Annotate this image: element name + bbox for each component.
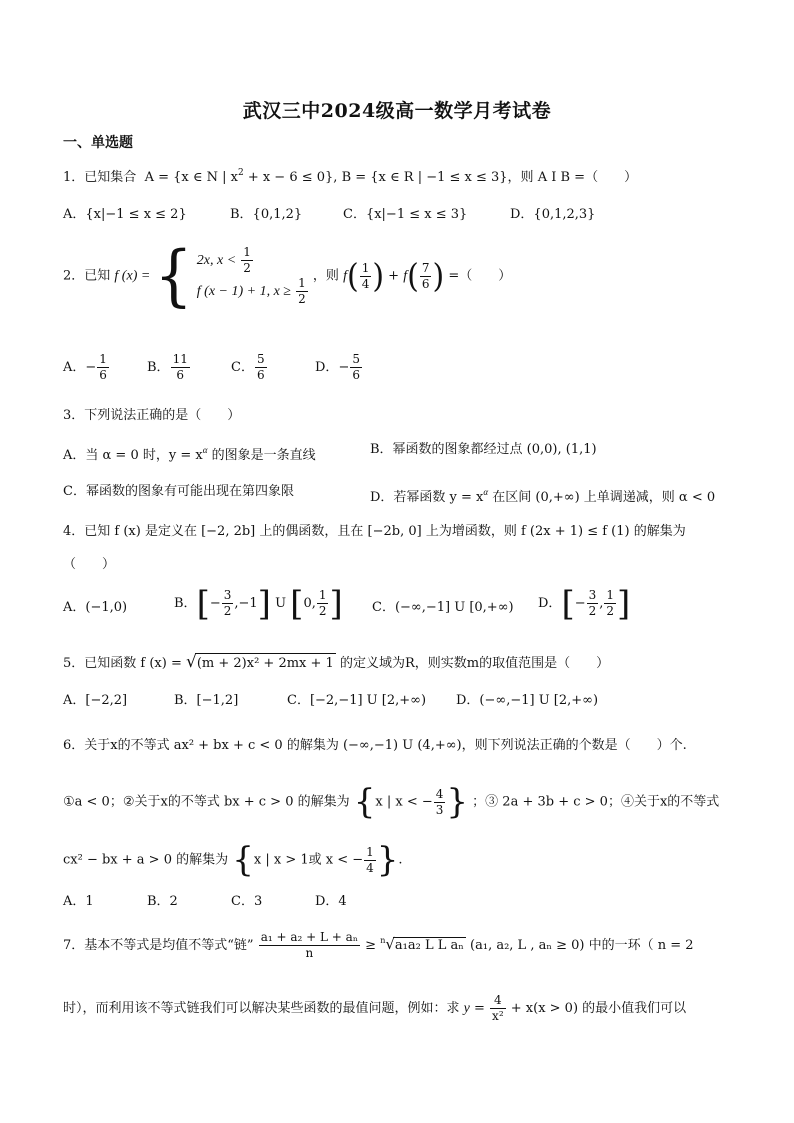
q4-option-b[interactable]: B．[− $\frac{3}{2}$ ,−1] U [0, $\frac{1}{2}$ ] [174,583,343,624]
q5-option-d[interactable]: D．(−∞,−1] U [2,+∞) [456,693,599,708]
piecewise-cases: 2x, x < $\frac{1}{2}$ f (x − 1) + 1, x ≥ $\frac{1}{2}$ [196,245,306,306]
q2-option-c[interactable]: C． $\frac{5}{6}$ [231,352,265,382]
question-6-stem: 6．关于x的不等式 ax² + bx + c < 0 的解集为 (−∞,−1) U (4,+∞)，则下列说法正确的个数是（ ）个. [63,738,687,753]
q3-option-d[interactable]: D．若幂函数 $y = x^\alpha$ 在区间 (0,+∞) 上单调递减，则 α < 0 [370,487,716,505]
q6-option-c[interactable]: C．3 [231,894,263,909]
q6-option-a[interactable]: A．1 [63,894,94,909]
question-4-stem-cont: （ ） [63,557,116,572]
q2-option-a[interactable]: A．− $\frac{1}{6}$ [63,352,107,382]
q5-option-a[interactable]: A．[−2,2] [63,693,128,708]
question-1-stem: 1．已知集合 A = {x ∈ N | $x^2 + x - 6 \le 0$}, B = {x ∈ R | −1 ≤ x ≤ 3}，则 A I B =（ ） [63,168,638,185]
q5-option-b[interactable]: B．[−1,2] [174,693,239,708]
q6-option-d[interactable]: D．4 [315,894,347,909]
q1-option-c[interactable]: C．{x|−1 ≤ x ≤ 3} [343,207,468,222]
question-3-stem: 3．下列说法正确的是（ ） [63,408,241,423]
question-6-statement-4: cx² − bx + a > 0 的解集为 {x | x > 1或 x < − $\frac{1}{4}$ }. [63,840,403,880]
q4-option-d[interactable]: D．[− $\frac{3}{2}$ , $\frac{1}{2}$ ] [538,583,631,624]
question-6-statements: ①a < 0；②关于x的不等式 bx + c > 0 的解集为 {x | x < − $\frac{4}{3}$ } ；③ 2a + 3b + c > 0；④关于x的不等式 [63,782,720,822]
q3-option-a[interactable]: A．当 α = 0 时，$y = x^\alpha$ 的图象是一条直线 [63,445,316,463]
q4-option-c[interactable]: C．(−∞,−1] U [0,+∞) [372,600,514,615]
q2-option-b[interactable]: B． $\frac{11}{6}$ [147,352,188,382]
exam-title: 武汉三中2024级高一数学月考试卷 [242,100,552,122]
q4-option-a[interactable]: A．(−1,0) [63,600,128,615]
q5-option-c[interactable]: C．[−2,−1] U [2,+∞) [287,693,427,708]
q1-option-a[interactable]: A．{x|−1 ≤ x ≤ 2} [63,207,187,222]
q1-option-d[interactable]: D．{0,1,2,3} [510,207,596,222]
q2-option-d[interactable]: D．− $\frac{5}{6}$ [315,352,360,382]
q6-option-b[interactable]: B．2 [147,894,178,909]
question-5-stem: 5．已知函数 f (x) = √(m + 2)x² + 2mx + 1 的定义域为R，则实数m的取值范围是（ ） [63,652,610,672]
q1-option-b[interactable]: B．{0,1,2} [230,207,303,222]
question-7-stem: 7．基本不等式是均值不等式“链” $\frac{\text{a₁ + a₂ + L + aₙ}}{n}$ ≥ $^n$√a₁a₂ L L aₙ (a₁, a₂, L , aₙ ≥ 0) 中的一环（ n = 2 [63,930,694,960]
question-2-stem: 2．已知 f (x) = { 2x, x < $\frac{1}{2}$ f (x − 1) + 1, x ≥ $\frac{1}{2}$ ，则 f( $\frac{1}{4}$ ) + f( $\frac{7}{6}$ ) =（ ） [63,237,512,315]
section-heading: 一、单选题 [63,135,133,151]
q3-option-c[interactable]: C．幂函数的图象有可能出现在第四象限 [63,484,294,499]
question-4-stem: 4．已知 f (x) 是定义在 [−2, 2b] 上的偶函数，且在 [−2b, 0] 上为增函数，则 f (2x + 1) ≤ f (1) 的解集为 [63,524,686,539]
q3-option-b[interactable]: B．幂函数的图象都经过点 (0,0), (1,1) [370,442,597,457]
question-7-stem-cont: 时），而利用该不等式链我们可以解决某些函数的最值问题，例如：求 y = $\frac{4}{\text{x²}}$ + x(x > 0) 的最小值我们可以 [63,993,687,1023]
